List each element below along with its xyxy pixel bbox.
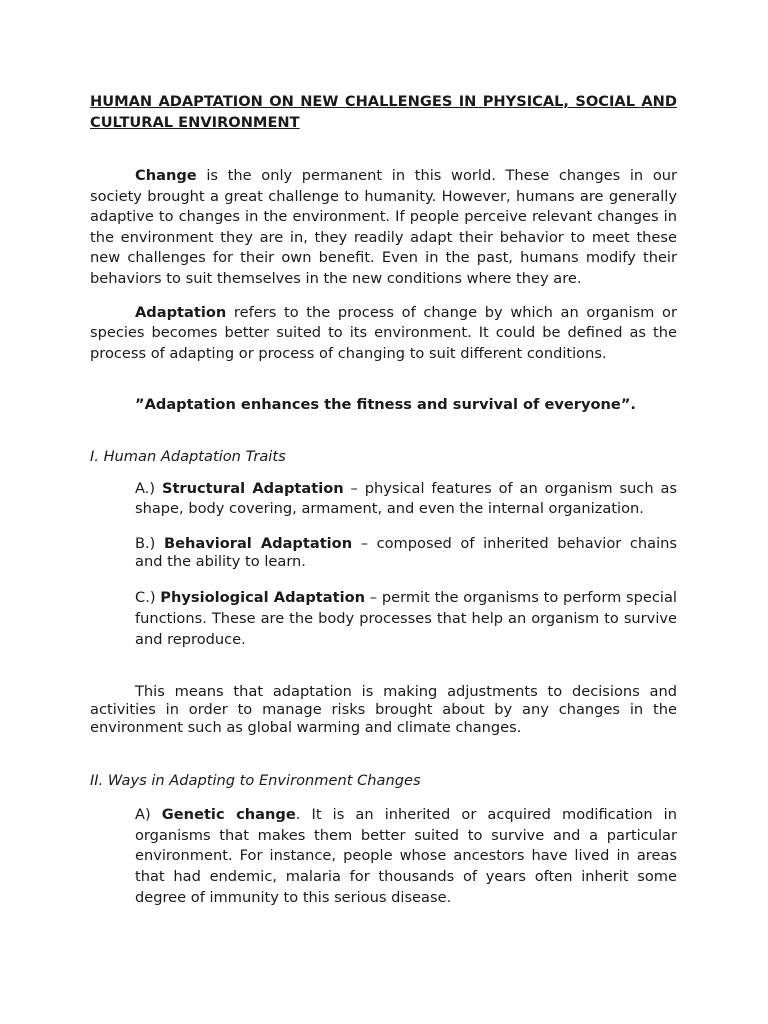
- list-item-behavioral: [135, 535, 677, 571]
- item-text: – permit the organisms to perform special functions. These are the body processes that help an organism to survive and reproduce.: [135, 589, 677, 648]
- item-text: – composed of inherited behavior chains and the ability to learn.: [135, 535, 678, 571]
- item-term: Structural Adaptation: [161, 480, 344, 498]
- item-term: Behavioral Adaptation: [163, 535, 353, 553]
- list-item-structural: [135, 479, 677, 519]
- intro-paragraph: [90, 166, 677, 290]
- item-prefix: C.): [135, 589, 161, 607]
- item-prefix: A.): [135, 480, 162, 498]
- list-item-physiological: [135, 588, 677, 650]
- definition-term: Adaptation: [135, 303, 227, 321]
- list-item-genetic-change: [135, 805, 677, 908]
- intro-term: Change: [135, 167, 197, 184]
- item-text: – physical features of an organism such as shape, body covering, armament, and even the internal organization.: [135, 480, 677, 518]
- intro-text: is the only permanent in this world. These changes in our society brought a great challenge to humanity. However, humans are generally adaptive to changes in the environment. If people perceive relevant changes in the environment they are in, they readily adapt their behavior to meet these new challenges for their own benefit. Even in the past, humans modify their behaviors to suit themselves in the new conditions where they are.: [90, 167, 677, 287]
- item-prefix: A): [135, 806, 162, 824]
- section2-heading: II. Ways in Adapting to Environment Changes: [90, 772, 421, 790]
- item-text: . It is an inherited or acquired modification in organisms that makes them better suited to survive and a particular environment. For instance, people whose ancestors have lived in areas that had endemic, malaria for thousands of years often inherit some degree of immunity to this serious disease.: [135, 806, 677, 906]
- item-prefix: B.): [135, 535, 164, 553]
- section1-heading: I. Human Adaptation Traits: [90, 448, 286, 466]
- item-term: Physiological Adaptation: [160, 589, 366, 607]
- definition-text: refers to the process of change by which an organism or species becomes better suited to its environment. It could be defined as the process of adapting or process of changing to suit different conditions.: [90, 303, 677, 362]
- document-title: HUMAN ADAPTATION ON NEW CHALLENGES IN PHYSICAL, SOCIAL AND CULTURAL ENVIRONMENT: [90, 93, 677, 131]
- definition-paragraph: [90, 303, 677, 365]
- section1-summary: This means that adaptation is making adjustments to decisions and activities in order to manage risks brought about by any changes in the environment such as global warming and climate changes.: [90, 683, 677, 737]
- quote: ”Adaptation enhances the fitness and survival of everyone”.: [135, 396, 636, 414]
- document-content: [90, 91, 677, 908]
- item-term: Genetic change: [161, 806, 296, 824]
